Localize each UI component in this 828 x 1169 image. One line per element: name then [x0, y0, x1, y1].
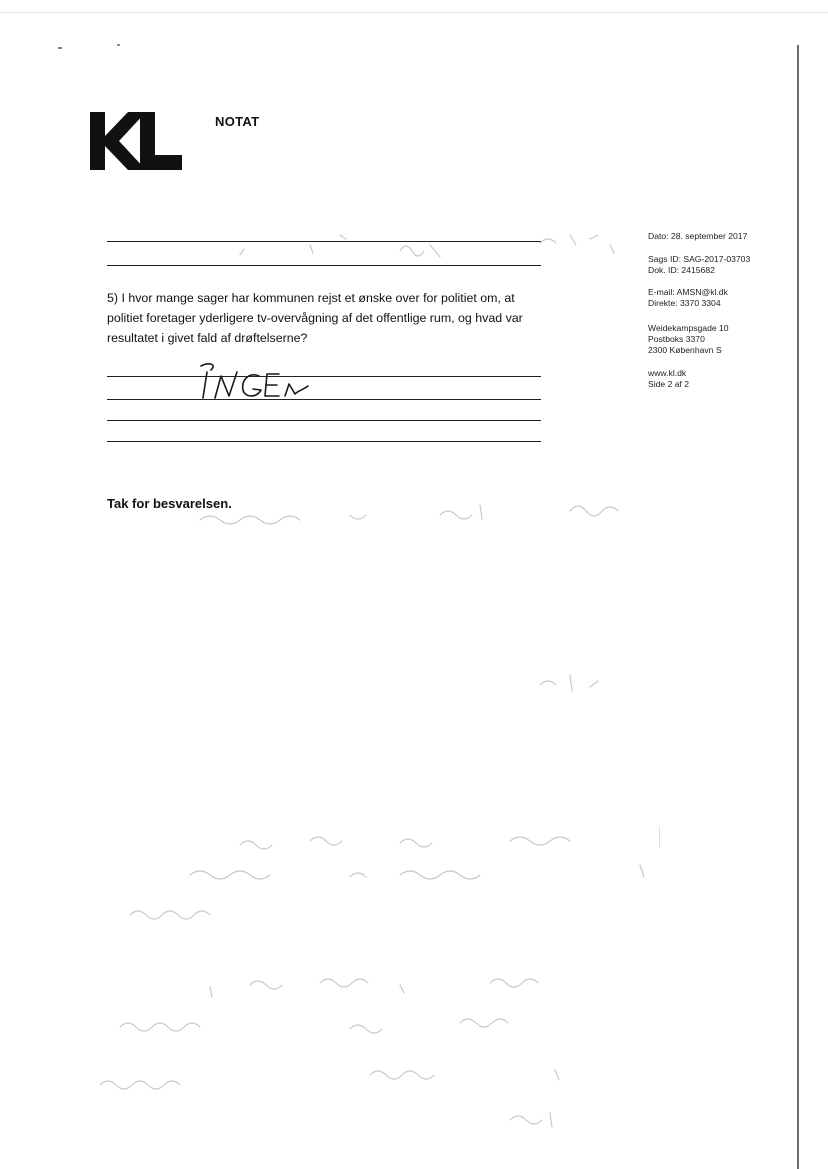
bleed-through-marks: [100, 215, 660, 1135]
meta-pobox: Postboks 3370: [648, 334, 705, 344]
meta-city: 2300 København S: [648, 345, 722, 355]
meta-case-id: Sags ID: SAG-2017-03703: [648, 254, 751, 264]
scan-speck: [58, 47, 62, 49]
scan-edge-right: [797, 45, 799, 1169]
meta-date: Dato: 28. september 2017: [648, 231, 748, 241]
meta-phone: Direkte: 3370 3304: [648, 298, 721, 308]
question-text: 5) I hvor mange sager har kommunen rejst et ønske over for politiet om, at politiet foretager yderligere tv-overvågning af det offentlige rum, og hvad var resultatet i givet fald af drøftelserne?: [107, 291, 523, 345]
kl-logo: [90, 112, 182, 170]
closing-text: Tak for besvarelsen.: [107, 496, 232, 511]
scan-speck: [117, 44, 120, 46]
meta-website: www.kl.dk: [648, 368, 687, 378]
meta-street: Weidekampsgade 10: [648, 323, 729, 333]
meta-page: Side 2 af 2: [648, 379, 690, 389]
meta-doc-id: Dok. ID: 2415682: [648, 265, 715, 275]
document-type: NOTAT: [215, 114, 260, 129]
meta-email: E-mail: AMSN@kl.dk: [648, 287, 728, 297]
scan-edge-top: [0, 12, 828, 13]
